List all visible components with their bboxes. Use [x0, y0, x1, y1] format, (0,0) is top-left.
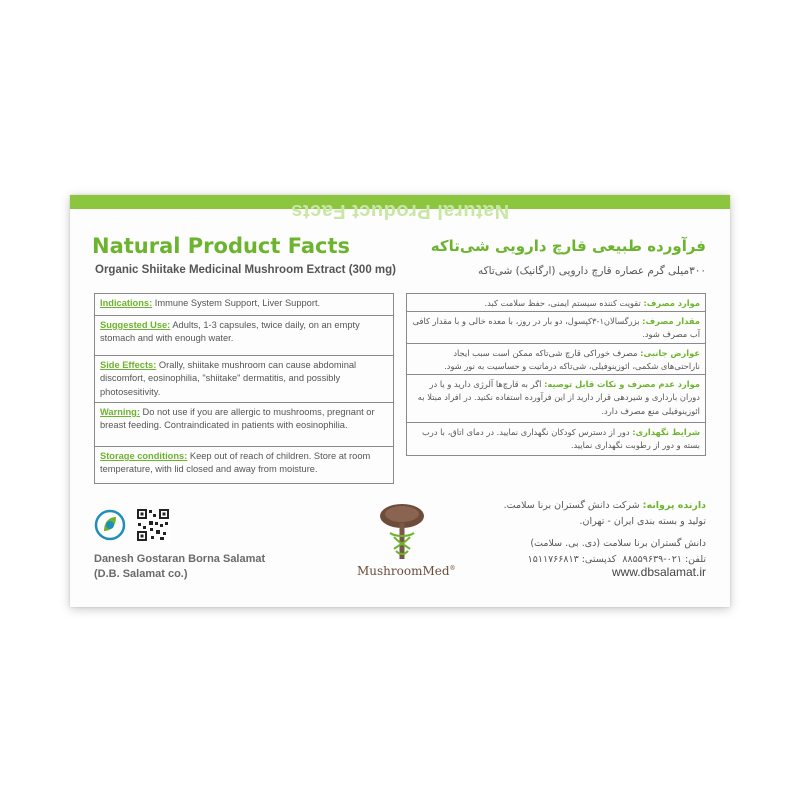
subtitle-english: Organic Shiitake Medicinal Mushroom Extract (300 mg): [95, 264, 396, 276]
title-english: Natural Product Facts: [92, 234, 350, 258]
fact-fa-dosage: مقدار مصرف: بزرگسالان۱-۳کپسول، دو بار در روز، با معده خالی و با مقدار کافی آب مصرف شود.: [407, 312, 705, 344]
mushroom-caduceus-icon: [372, 503, 432, 561]
fact-suggested-use: Suggested Use: Adults, 1-3 capsules, twice daily, on an empty stomach and with enough water.: [95, 316, 393, 356]
qr-code-icon: [136, 508, 170, 542]
fact-side-effects: Side Effects: Orally, shiitake mushroom can cause abdominal discomfort, eosinophilia, "shiitake" dermatitis, and possibly photosesitivity.: [95, 356, 393, 403]
fact-indications: Indications: Immune System Support, Liver Support.: [95, 294, 393, 316]
title-persian: فرآورده طبیعی قارچ دارویی شی‌تاکه: [430, 237, 706, 255]
facts-table-persian: [406, 293, 706, 456]
fact-fa-storage: شرایط نگهداری: دور از دسترس کودکان نگهداری نمایید. در دمای اتاق، با درب بسته و دور از رطوبت نگهداری نمایید.: [422, 427, 700, 451]
company-name-english: Danesh Gostaran Borna Salamat (D.B. Salamat co.): [94, 553, 266, 580]
company-logo-icon: [94, 509, 126, 541]
fact-storage: Storage conditions: Keep out of reach of children. Store at room temperature, with lid closed and away from moisture.: [100, 451, 371, 475]
facts-table-english: [94, 293, 394, 484]
fact-fa-indications: موارد مصرف: تقویت کننده سیستم ایمنی، حفظ سلامت کبد.: [407, 294, 705, 312]
fact-fa-side-effects: عوارض جانبی: مصرف خوراکی قارچ شی‌تاکه ممکن است سبب ایجاد ناراحتی‌های شکمی، ائوزینوفیلی، شی‌تاکه درماتیت و حساسیت به نور شود.: [407, 344, 705, 375]
fact-fa-warning: موارد عدم مصرف و نکات قابل توصیه: اگر به قارچ‌ها آلرژی دارید و یا در دوران بارداری و شیردهی قرار دارید از این فرآورده استفاده نکنید. در افراد مبتلا به ائوزینوفیلی منع مصرف دارد.: [407, 375, 705, 423]
fact-warning: Warning: Do not use if you are allergic to mushrooms, pregnant or breast feeding. Contraindicated in patients with eosinophilia.: [95, 403, 393, 447]
flap-mirrored-title: Natural Product Facts: [290, 200, 510, 222]
brand-name: MushroomMed®: [357, 564, 456, 578]
company-info-persian: دارنده پروانه: شرکت دانش گستران برنا سلامت. تولید و بسته بندی ایران - تهران. دانش گستران برنا سلامت (دی. بی. سلامت) تلفن: ۰۲۱-۸۸۵۵۹۶۳۹ کدپستی: ۱۵۱۱۷۶۶۸۱۳: [503, 500, 706, 566]
subtitle-persian: ۳۰۰میلی گرم عصاره قارچ دارویی (ارگانیک) شی‌تاکه: [477, 265, 706, 277]
website-text: www.dbsalamat.ir: [611, 565, 706, 579]
